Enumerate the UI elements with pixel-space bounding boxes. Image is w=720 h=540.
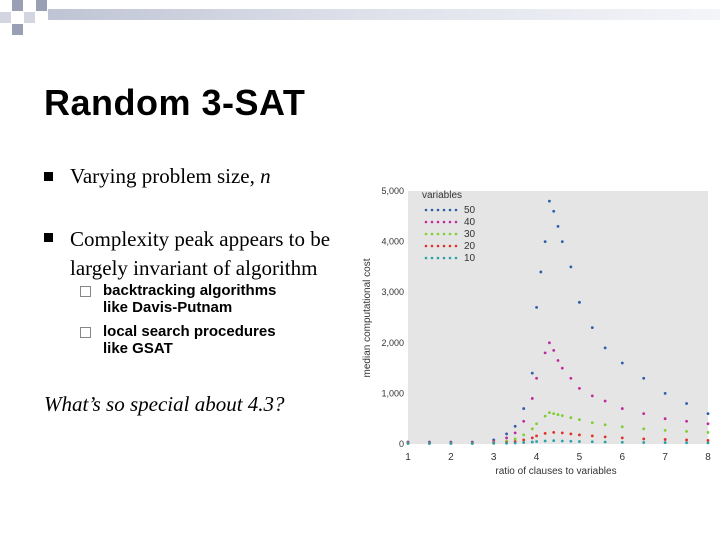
data-point-30 xyxy=(621,425,624,428)
legend-label: 50 xyxy=(464,205,476,216)
x-tick-label: 5 xyxy=(576,452,583,463)
data-point-40 xyxy=(522,420,525,423)
y-tick-label: 3,000 xyxy=(381,287,404,298)
legend-swatch-20 xyxy=(449,245,452,248)
data-point-20 xyxy=(707,439,710,442)
data-point-20 xyxy=(604,436,607,439)
data-point-30 xyxy=(685,430,688,433)
y-tick-label: 0 xyxy=(398,439,404,449)
sub-bullet-line: like Davis-Putnam xyxy=(103,299,233,316)
bullet-variable: n xyxy=(260,164,271,188)
data-point-20 xyxy=(522,439,525,442)
data-point-20 xyxy=(544,432,547,435)
data-point-10 xyxy=(522,441,525,444)
data-point-10 xyxy=(505,442,508,445)
sub-bullet-marker xyxy=(80,327,91,338)
data-point-50 xyxy=(539,271,542,274)
data-point-50 xyxy=(557,225,560,228)
corner-decoration xyxy=(0,0,60,42)
data-point-20 xyxy=(591,435,594,438)
data-point-40 xyxy=(591,395,594,398)
data-point-10 xyxy=(407,442,410,445)
y-tick-label: 5,000 xyxy=(381,186,404,196)
data-point-10 xyxy=(544,440,547,443)
data-point-10 xyxy=(621,441,624,444)
sub-bullet-backtracking xyxy=(103,282,333,316)
bullet-text: Varying problem size, xyxy=(70,164,261,188)
x-tick-label: 1 xyxy=(405,452,411,463)
data-point-10 xyxy=(449,442,452,445)
legend-swatch-40 xyxy=(437,221,440,224)
sub-bullet-line: backtracking algorithms xyxy=(103,282,277,299)
data-point-10 xyxy=(685,441,688,444)
data-point-30 xyxy=(522,433,525,436)
legend-swatch-30 xyxy=(437,233,440,236)
legend-swatch-40 xyxy=(455,221,458,224)
legend-swatch-10 xyxy=(425,257,428,260)
legend-swatch-50 xyxy=(443,209,446,212)
legend-swatch-10 xyxy=(455,257,458,260)
data-point-40 xyxy=(544,352,547,355)
bullet-problem-size xyxy=(70,164,271,189)
data-point-50 xyxy=(604,346,607,349)
legend-swatch-30 xyxy=(425,233,428,236)
sub-bullet-line: like GSAT xyxy=(103,340,173,357)
data-point-40 xyxy=(604,400,607,403)
data-point-50 xyxy=(569,266,572,269)
legend-label: 10 xyxy=(464,253,476,264)
data-point-20 xyxy=(621,437,624,440)
data-point-40 xyxy=(535,377,538,380)
data-point-10 xyxy=(591,440,594,443)
data-point-30 xyxy=(569,416,572,419)
data-point-30 xyxy=(531,427,534,430)
data-point-40 xyxy=(707,422,710,425)
data-point-50 xyxy=(578,301,581,304)
closing-question: What’s so special about 4.3? xyxy=(44,392,285,416)
y-axis-label: median computational cost xyxy=(362,258,373,378)
data-point-30 xyxy=(591,421,594,424)
decor-square xyxy=(12,0,23,11)
data-point-40 xyxy=(664,417,667,420)
data-point-30 xyxy=(552,412,555,415)
legend-swatch-30 xyxy=(443,233,446,236)
legend-swatch-20 xyxy=(437,245,440,248)
sub-bullet-line: local search procedures xyxy=(103,323,276,340)
data-point-30 xyxy=(578,418,581,421)
legend-swatch-30 xyxy=(449,233,452,236)
data-point-50 xyxy=(531,372,534,375)
plot-background xyxy=(408,191,708,444)
data-point-40 xyxy=(685,420,688,423)
data-point-20 xyxy=(561,431,564,434)
data-point-10 xyxy=(531,441,534,444)
data-point-30 xyxy=(604,423,607,426)
legend-swatch-50 xyxy=(455,209,458,212)
bullet-marker xyxy=(44,172,53,181)
data-point-40 xyxy=(642,412,645,415)
x-tick-label: 6 xyxy=(619,452,626,463)
legend-label: 30 xyxy=(464,229,476,240)
data-point-10 xyxy=(664,441,667,444)
y-tick-label: 4,000 xyxy=(381,236,404,247)
data-point-50 xyxy=(552,210,555,213)
data-point-50 xyxy=(505,432,508,435)
data-point-10 xyxy=(604,441,607,444)
x-tick-label: 4 xyxy=(533,452,540,463)
data-point-40 xyxy=(557,359,560,362)
data-point-10 xyxy=(552,439,555,442)
data-point-50 xyxy=(535,306,538,309)
data-point-50 xyxy=(548,200,551,203)
x-tick-label: 7 xyxy=(662,452,668,463)
data-point-40 xyxy=(621,407,624,410)
bullet-line: largely invariant of algorithm xyxy=(70,256,318,280)
y-tick-label: 2,000 xyxy=(381,337,404,348)
legend-swatch-10 xyxy=(431,257,434,260)
legend-label: 20 xyxy=(464,241,476,252)
data-point-30 xyxy=(557,413,560,416)
slide-title: Random 3-SAT xyxy=(44,82,306,123)
data-point-30 xyxy=(561,414,564,417)
legend-swatch-10 xyxy=(449,257,452,260)
bullet-marker xyxy=(44,233,53,242)
data-point-50 xyxy=(664,392,667,395)
data-point-40 xyxy=(531,397,534,400)
decor-square xyxy=(36,0,47,11)
legend-swatch-20 xyxy=(455,245,458,248)
bullet-line: Complexity peak appears to be xyxy=(70,227,331,251)
data-point-20 xyxy=(685,439,688,442)
data-point-40 xyxy=(578,387,581,390)
data-point-30 xyxy=(642,427,645,430)
legend-swatch-40 xyxy=(425,221,428,224)
legend-swatch-20 xyxy=(431,245,434,248)
legend-swatch-50 xyxy=(431,209,434,212)
data-point-10 xyxy=(561,440,564,443)
x-tick-label: 2 xyxy=(448,452,454,463)
data-point-50 xyxy=(561,240,564,243)
x-axis-label: ratio of clauses to variables xyxy=(495,466,617,477)
legend-swatch-40 xyxy=(431,221,434,224)
legend-swatch-40 xyxy=(449,221,452,224)
decor-square xyxy=(0,12,11,23)
data-point-20 xyxy=(664,438,667,441)
sat-cost-chart xyxy=(356,182,720,482)
data-point-40 xyxy=(548,341,551,344)
data-point-10 xyxy=(642,441,645,444)
data-point-30 xyxy=(544,415,547,418)
x-tick-label: 8 xyxy=(705,452,711,463)
data-point-20 xyxy=(531,437,534,440)
data-point-30 xyxy=(548,411,551,414)
data-point-40 xyxy=(514,431,517,434)
data-point-50 xyxy=(544,240,547,243)
data-point-10 xyxy=(578,440,581,443)
data-point-50 xyxy=(685,402,688,405)
data-point-20 xyxy=(535,435,538,438)
data-point-20 xyxy=(642,438,645,441)
data-point-50 xyxy=(591,326,594,329)
data-point-40 xyxy=(569,377,572,380)
data-point-40 xyxy=(552,349,555,352)
chart-svg xyxy=(356,182,720,482)
data-point-10 xyxy=(514,442,517,445)
legend-swatch-30 xyxy=(431,233,434,236)
data-point-10 xyxy=(707,441,710,444)
y-tick-label: 1,000 xyxy=(381,388,404,399)
data-point-40 xyxy=(561,367,564,370)
data-point-10 xyxy=(492,442,495,445)
decor-square xyxy=(24,12,35,23)
legend-swatch-20 xyxy=(425,245,428,248)
data-point-50 xyxy=(514,425,517,428)
data-point-50 xyxy=(522,407,525,410)
data-point-30 xyxy=(514,438,517,441)
data-point-30 xyxy=(535,422,538,425)
legend-swatch-50 xyxy=(437,209,440,212)
bullet-complexity-peak xyxy=(70,225,370,283)
title-bar-gradient xyxy=(48,9,720,20)
legend-swatch-10 xyxy=(437,257,440,260)
data-point-10 xyxy=(569,440,572,443)
data-point-20 xyxy=(578,433,581,436)
data-point-50 xyxy=(642,377,645,380)
legend-swatch-40 xyxy=(443,221,446,224)
data-point-20 xyxy=(569,432,572,435)
x-tick-label: 3 xyxy=(490,452,497,463)
legend-label: 40 xyxy=(464,217,476,228)
data-point-50 xyxy=(707,412,710,415)
legend-swatch-30 xyxy=(455,233,458,236)
data-point-10 xyxy=(535,440,538,443)
legend-title: variables xyxy=(422,190,463,201)
data-point-30 xyxy=(707,431,710,434)
data-point-10 xyxy=(471,442,474,445)
data-point-30 xyxy=(664,429,667,432)
data-point-10 xyxy=(428,442,431,445)
legend-swatch-10 xyxy=(443,257,446,260)
sub-bullet-local-search xyxy=(103,323,333,357)
legend-swatch-20 xyxy=(443,245,446,248)
sub-bullet-marker xyxy=(80,286,91,297)
data-point-20 xyxy=(552,431,555,434)
decor-square xyxy=(12,24,23,35)
data-point-40 xyxy=(505,437,508,440)
legend-swatch-50 xyxy=(449,209,452,212)
data-point-50 xyxy=(621,362,624,365)
legend-swatch-50 xyxy=(425,209,428,212)
